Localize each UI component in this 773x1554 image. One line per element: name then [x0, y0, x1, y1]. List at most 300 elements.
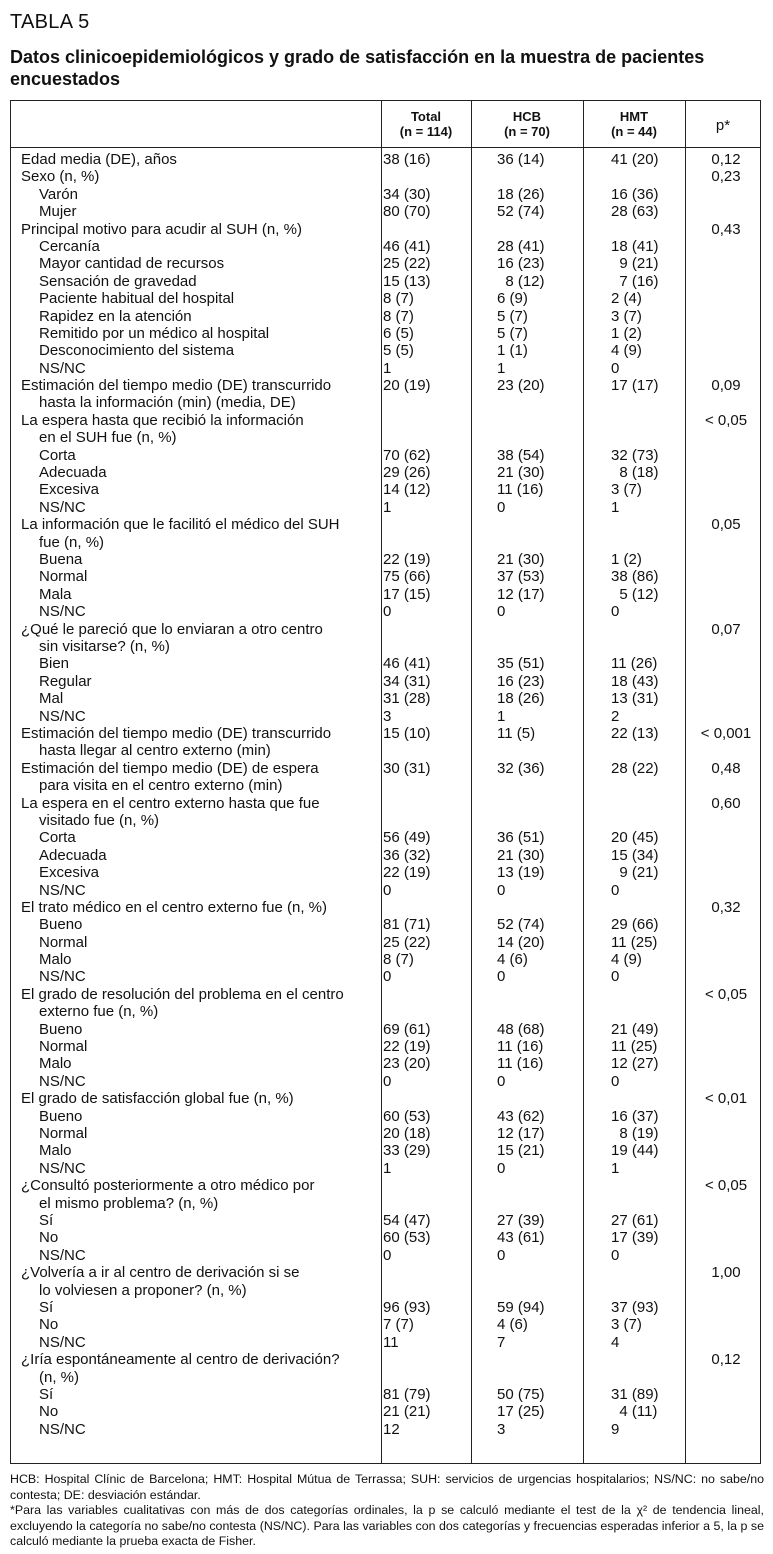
- cell-total: 30 (31): [383, 759, 431, 777]
- cell-total: 54 (47): [383, 1211, 431, 1229]
- row-label: [39, 1055, 394, 1072]
- cell-hmt: 9: [611, 1420, 620, 1438]
- row-label: [39, 829, 394, 846]
- table-row: [11, 186, 760, 203]
- table-row: [11, 899, 760, 916]
- cell-total: 70 (62): [383, 446, 431, 464]
- cell-hmt: 0: [611, 1072, 620, 1090]
- cell-hmt: 4: [611, 1333, 620, 1351]
- cell-hcb: 52 (74): [497, 916, 545, 934]
- header-hcb: [471, 109, 583, 139]
- table-row: [11, 864, 760, 881]
- cell-total: 1: [383, 498, 392, 516]
- table-row: [11, 655, 760, 672]
- cell-total: 1: [383, 1159, 392, 1177]
- cell-p-value: 0,09: [711, 377, 741, 395]
- row-label-line1: NS/NC: [39, 1420, 86, 1438]
- table-row: [11, 238, 760, 255]
- cell-p-value: 0,43: [711, 220, 741, 238]
- row-label-line2: visitado fue (n, %): [39, 811, 160, 829]
- row-label: [39, 499, 394, 516]
- table-row: [11, 1403, 760, 1420]
- cell-hmt: 7 (16): [611, 272, 659, 290]
- row-label: [39, 1386, 394, 1403]
- cell-hmt: 5 (12): [611, 585, 659, 603]
- cell-hmt: 4 (9): [611, 951, 642, 969]
- cell-hcb: 12 (17): [497, 585, 545, 603]
- row-label-line1: Bueno: [39, 916, 83, 934]
- row-label-line2: fue (n, %): [39, 533, 105, 551]
- cell-hcb: 21 (30): [497, 464, 545, 482]
- table-row: [11, 151, 760, 168]
- cell-hcb: 11 (16): [497, 1055, 544, 1073]
- table-row: [11, 1316, 760, 1333]
- cell-hcb: 3: [497, 1420, 506, 1438]
- cell-hmt: 1 (2): [611, 551, 642, 569]
- row-label-line1: Corta: [39, 829, 76, 847]
- cell-hmt: 2 (4): [611, 290, 642, 308]
- table-row: [11, 1125, 760, 1142]
- table-row: [11, 1073, 760, 1090]
- row-label-line1: Paciente habitual del hospital: [39, 290, 235, 308]
- row-label-line1: Principal motivo para acudir al SUH (n, %): [21, 220, 302, 238]
- table-row: [11, 168, 760, 185]
- cell-hmt: 38 (86): [611, 568, 659, 586]
- table-row: [11, 829, 760, 846]
- cell-p-value: 0,07: [711, 620, 741, 638]
- table-row: [11, 1247, 760, 1264]
- row-label-line2: sin visitarse? (n, %): [39, 638, 170, 655]
- row-label-line1: Malo: [39, 1055, 72, 1073]
- table-row: [11, 1160, 760, 1177]
- row-label-line1: NS/NC: [39, 1072, 86, 1090]
- table-row: [11, 516, 760, 551]
- row-label: [39, 1229, 394, 1246]
- row-label-line1: Normal: [39, 568, 88, 586]
- row-label-line1: Malo: [39, 951, 72, 969]
- row-label-line1: NS/NC: [39, 359, 86, 377]
- table-row: [11, 1299, 760, 1316]
- row-label-line1: NS/NC: [39, 1159, 86, 1177]
- row-label-line1: Excesiva: [39, 864, 100, 882]
- cell-hmt: 4 (11): [611, 1403, 658, 1421]
- cell-hcb: 15 (21): [497, 1142, 545, 1160]
- row-label-line1: Sí: [39, 1211, 54, 1229]
- row-label-line1: Mala: [39, 585, 72, 603]
- row-label-line1: Estimación del tiempo medio (DE) transcurrido: [21, 724, 332, 742]
- data-table: [10, 100, 761, 1464]
- table-row: [11, 1421, 760, 1438]
- cell-total: 23 (20): [383, 1055, 431, 1073]
- row-label: [39, 951, 394, 968]
- cell-total: 33 (29): [383, 1142, 431, 1160]
- cell-hcb: 0: [497, 1159, 506, 1177]
- cell-hcb: 43 (61): [497, 1229, 545, 1247]
- cell-hmt: 17 (39): [611, 1229, 659, 1247]
- row-label-line1: No: [39, 1229, 59, 1247]
- cell-total: 34 (31): [383, 672, 431, 690]
- row-label: [39, 1299, 394, 1316]
- row-label-line1: El trato médico en el centro externo fue (n, %): [21, 898, 327, 916]
- cell-hmt: 19 (44): [611, 1142, 659, 1160]
- table-row: [11, 951, 760, 968]
- table-row: [11, 725, 760, 760]
- row-label: [21, 516, 376, 551]
- row-label: [21, 986, 376, 1021]
- row-label-line2: hasta la información (min) (media, DE): [39, 394, 296, 412]
- row-label: [21, 1264, 376, 1299]
- row-label-line1: Bien: [39, 655, 70, 673]
- cell-hmt: 0: [611, 1246, 620, 1264]
- cell-total: 25 (22): [383, 255, 431, 273]
- row-label: [21, 725, 376, 760]
- table-row: [11, 1021, 760, 1038]
- row-label: [21, 151, 376, 168]
- table-row: [11, 342, 760, 359]
- cell-hcb: 14 (20): [497, 933, 545, 951]
- row-label-line1: Adecuada: [39, 846, 107, 864]
- row-label-line1: Sí: [39, 1298, 54, 1316]
- cell-hmt: 41 (20): [611, 151, 659, 168]
- row-label: [39, 290, 394, 307]
- table-row: [11, 603, 760, 620]
- cell-hmt: 11 (26): [611, 655, 658, 673]
- cell-total: 81 (79): [383, 1385, 431, 1403]
- cell-hmt: 21 (49): [611, 1020, 659, 1038]
- table-row: [11, 934, 760, 951]
- row-label-line1: Edad media (DE), años: [21, 151, 177, 168]
- cell-hmt: 20 (45): [611, 829, 659, 847]
- cell-p-value: < 0,01: [704, 1090, 748, 1108]
- table-row: [11, 586, 760, 603]
- table-body: [11, 151, 760, 1438]
- cell-hcb: 37 (53): [497, 568, 545, 586]
- row-label-line1: Estimación del tiempo medio (DE) de espera: [21, 759, 319, 777]
- cell-total: 8 (7): [383, 951, 414, 969]
- cell-hcb: 0: [497, 1246, 506, 1264]
- table-row: [11, 255, 760, 272]
- cell-total: 22 (19): [383, 864, 431, 882]
- cell-hmt: 3 (7): [611, 1316, 642, 1334]
- row-label-line1: ¿Consultó posteriormente a otro médico por: [21, 1177, 315, 1195]
- table-row: [11, 412, 760, 447]
- row-label-line1: Sensación de gravedad: [39, 272, 197, 290]
- cell-hmt: 9 (21): [611, 864, 659, 882]
- table-row: [11, 621, 760, 656]
- cell-hmt: 17 (17): [611, 377, 659, 395]
- table-row: [11, 986, 760, 1021]
- row-label: [21, 1090, 376, 1107]
- row-label-line2: en el SUH fue (n, %): [39, 429, 177, 447]
- cell-hmt: 3 (7): [611, 481, 642, 499]
- header-total: [381, 109, 471, 139]
- cell-p-value: < 0,001: [700, 724, 752, 742]
- row-label-line1: Regular: [39, 672, 92, 690]
- row-label-line1: Buena: [39, 551, 83, 569]
- cell-hmt: 31 (89): [611, 1385, 659, 1403]
- cell-total: 36 (32): [383, 846, 431, 864]
- row-label-line1: La información que le facilitó el médico del SUH: [21, 516, 340, 534]
- row-label-line1: ¿Qué le pareció que lo enviaran a otro centro: [21, 620, 323, 638]
- header-total-n: (n = 114): [399, 124, 453, 139]
- cell-hmt: 29 (66): [611, 916, 659, 934]
- table-row: [11, 847, 760, 864]
- cell-total: 31 (28): [383, 690, 431, 708]
- table-row: [11, 221, 760, 238]
- table-row: [11, 290, 760, 307]
- cell-hcb: 11 (16): [497, 1038, 544, 1056]
- cell-p-value: 0,48: [711, 759, 741, 777]
- row-label-line1: Excesiva: [39, 481, 100, 499]
- cell-hmt: 32 (73): [611, 446, 659, 464]
- table-row: [11, 1351, 760, 1386]
- cell-hcb: 32 (36): [497, 759, 545, 777]
- table-row: [11, 882, 760, 899]
- row-label: [21, 899, 376, 916]
- cell-total: 17 (15): [383, 585, 431, 603]
- cell-hmt: 0: [611, 603, 620, 621]
- cell-hcb: 21 (30): [497, 551, 545, 569]
- cell-total: 20 (18): [383, 1125, 431, 1142]
- cell-hcb: 4 (6): [497, 1316, 528, 1334]
- row-label-line1: Bueno: [39, 1020, 83, 1038]
- cell-hcb: 16 (23): [497, 255, 545, 273]
- table-label: TABLA 5: [10, 11, 90, 33]
- cell-hcb: 50 (75): [497, 1385, 545, 1403]
- row-label-line2: hasta llegar al centro externo (min): [39, 742, 271, 760]
- row-label-line2: lo volviesen a proponer? (n, %): [39, 1281, 247, 1299]
- table-row: [11, 1142, 760, 1159]
- row-label-line2: el mismo problema? (n, %): [39, 1194, 219, 1212]
- cell-total: 8 (7): [383, 307, 414, 325]
- cell-total: 15 (10): [383, 724, 431, 742]
- row-label-line1: Varón: [39, 185, 78, 203]
- row-label-line1: Bueno: [39, 1107, 83, 1125]
- cell-hmt: 28 (22): [611, 759, 659, 777]
- table-row: [11, 673, 760, 690]
- table-row: [11, 1055, 760, 1072]
- header-hmt-n: (n = 44): [611, 124, 657, 139]
- row-label: [39, 1212, 394, 1229]
- cell-hmt: 8 (19): [611, 1125, 659, 1142]
- cell-hmt: 8 (18): [611, 464, 659, 482]
- cell-hcb: 4 (6): [497, 951, 528, 969]
- row-label: [39, 1125, 394, 1142]
- header-p: p*: [715, 117, 731, 134]
- table-row: [11, 916, 760, 933]
- cell-total: 29 (26): [383, 464, 431, 482]
- cell-total: 6 (5): [383, 324, 414, 342]
- cell-p-value: 0,05: [711, 516, 741, 534]
- table-row: [11, 568, 760, 585]
- cell-hcb: 1: [497, 359, 506, 377]
- row-label: [39, 481, 394, 498]
- table-row: [11, 760, 760, 795]
- row-label-line1: NS/NC: [39, 1333, 86, 1351]
- row-label: [39, 882, 394, 899]
- cell-hcb: 59 (94): [497, 1298, 545, 1316]
- row-label: [39, 1021, 394, 1038]
- cell-p-value: 0,60: [711, 794, 741, 812]
- cell-hcb: 5 (7): [497, 307, 528, 325]
- row-label: [39, 934, 394, 951]
- cell-hcb: 13 (19): [497, 864, 545, 882]
- table-row: [11, 499, 760, 516]
- row-label: [39, 551, 394, 568]
- cell-total: 21 (21): [383, 1403, 431, 1421]
- cell-hmt: 3 (7): [611, 307, 642, 325]
- table-row: [11, 708, 760, 725]
- row-label-line1: ¿Volvería a ir al centro de derivación si se: [21, 1264, 300, 1282]
- cell-total: 0: [383, 1072, 392, 1090]
- cell-p-value: 0,32: [711, 898, 741, 916]
- row-label-line1: ¿Iría espontáneamente al centro de derivación?: [21, 1351, 340, 1369]
- row-label: [21, 621, 376, 656]
- row-label: [39, 273, 394, 290]
- cell-total: 60 (53): [383, 1229, 431, 1247]
- table-row: [11, 690, 760, 707]
- row-label: [39, 238, 394, 255]
- cell-hcb: 1 (1): [497, 342, 528, 360]
- row-label: [39, 203, 394, 220]
- table-row: [11, 447, 760, 464]
- cell-hmt: 13 (31): [611, 690, 659, 708]
- cell-total: 12: [383, 1420, 400, 1438]
- cell-total: 56 (49): [383, 829, 431, 847]
- row-label: [39, 1334, 394, 1351]
- row-label: [39, 655, 394, 672]
- row-label: [21, 412, 376, 447]
- cell-total: 75 (66): [383, 568, 431, 586]
- cell-hcb: 18 (26): [497, 185, 545, 203]
- cell-hcb: 0: [497, 968, 506, 986]
- cell-hcb: 17 (25): [497, 1403, 545, 1421]
- row-label: [39, 447, 394, 464]
- row-label-line1: Corta: [39, 446, 76, 464]
- row-label: [39, 864, 394, 881]
- cell-hmt: 0: [611, 359, 620, 377]
- cell-total: 69 (61): [383, 1020, 431, 1038]
- cell-total: 0: [383, 603, 392, 621]
- table-title: Datos clinicoepidemiológicos y grado de satisfacción en la muestra de pacientes encuestados: [10, 47, 705, 89]
- cell-hmt: 1: [611, 498, 620, 516]
- row-label-line1: Mujer: [39, 203, 77, 221]
- table-header: [11, 101, 760, 148]
- row-label: [39, 255, 394, 272]
- cell-hcb: 48 (68): [497, 1020, 545, 1038]
- row-label-line1: NS/NC: [39, 603, 86, 621]
- table-row: [11, 360, 760, 377]
- cell-hcb: 21 (30): [497, 846, 545, 864]
- cell-hmt: 1 (2): [611, 324, 642, 342]
- table-row: [11, 325, 760, 342]
- cell-p-value: 0,12: [711, 1351, 741, 1369]
- cell-hmt: 1: [611, 1159, 620, 1177]
- cell-hcb: 1: [497, 707, 506, 725]
- row-label-line1: Estimación del tiempo medio (DE) transcurrido: [21, 377, 332, 395]
- cell-hcb: 0: [497, 1072, 506, 1090]
- cell-total: 14 (12): [383, 481, 431, 499]
- cell-p-value: < 0,05: [704, 1177, 748, 1195]
- row-label: [21, 168, 376, 185]
- row-label: [39, 186, 394, 203]
- row-label-line1: Normal: [39, 933, 88, 951]
- header-hcb-label: HCB: [512, 109, 542, 124]
- cell-hmt: 9 (21): [611, 255, 659, 273]
- row-label: [39, 603, 394, 620]
- cell-total: 60 (53): [383, 1107, 431, 1125]
- table-row: [11, 464, 760, 481]
- table-row: [11, 1386, 760, 1403]
- cell-hmt: 37 (93): [611, 1298, 659, 1316]
- row-label: [21, 795, 376, 830]
- cell-p-value: < 0,05: [704, 411, 748, 429]
- cell-hmt: 16 (36): [611, 185, 659, 203]
- row-label-line2: (n, %): [39, 1368, 80, 1386]
- cell-hcb: 36 (14): [497, 151, 545, 168]
- cell-hmt: 0: [611, 881, 620, 899]
- row-label: [39, 360, 394, 377]
- row-label: [39, 1421, 394, 1438]
- cell-hcb: 16 (23): [497, 672, 545, 690]
- cell-hmt: 0: [611, 968, 620, 986]
- cell-hmt: 11 (25): [611, 1038, 658, 1056]
- table-row: [11, 1177, 760, 1212]
- cell-total: 3: [383, 707, 392, 725]
- cell-hcb: 5 (7): [497, 324, 528, 342]
- cell-total: 25 (22): [383, 933, 431, 951]
- table-row: [11, 1212, 760, 1229]
- cell-hmt: 22 (13): [611, 724, 659, 742]
- cell-hcb: 35 (51): [497, 655, 545, 673]
- cell-hcb: 7: [497, 1333, 506, 1351]
- header-total-label: Total: [410, 109, 442, 124]
- cell-hcb: 36 (51): [497, 829, 545, 847]
- row-label-line1: Adecuada: [39, 464, 107, 482]
- cell-hcb: 23 (20): [497, 377, 545, 395]
- cell-hcb: 18 (26): [497, 690, 545, 708]
- cell-total: 5 (5): [383, 342, 414, 360]
- cell-total: 80 (70): [383, 203, 431, 221]
- row-label-line1: NS/NC: [39, 707, 86, 725]
- cell-total: 38 (16): [383, 151, 431, 168]
- row-label-line1: Sexo (n, %): [21, 168, 100, 186]
- row-label-line1: NS/NC: [39, 968, 86, 986]
- table-row: [11, 1229, 760, 1246]
- table-row: [11, 308, 760, 325]
- table-row: [11, 551, 760, 568]
- row-label-line1: Malo: [39, 1142, 72, 1160]
- cell-hcb: 52 (74): [497, 203, 545, 221]
- cell-total: 81 (71): [383, 916, 431, 934]
- footnote-p-value: *Para las variables cualitativas con más de dos categorías ordinales, la p se calculó mediante el test de la χ² de tendencia lineal, excluyendo la categoría no sabe/no contesta (NS/NC). Para las variables con dos categorías y frecuencias esperadas inferior a 5, la p se calculó mediante la prueba exacta de Fisher.: [10, 1503, 764, 1548]
- table-row: [11, 273, 760, 290]
- cell-p-value: 0,23: [711, 168, 741, 186]
- cell-hmt: 18 (43): [611, 672, 659, 690]
- row-label: [39, 690, 394, 707]
- cell-hmt: 16 (37): [611, 1107, 659, 1125]
- cell-hcb: 0: [497, 881, 506, 899]
- cell-total: 0: [383, 1246, 392, 1264]
- row-label: [39, 1403, 394, 1420]
- cell-total: 8 (7): [383, 290, 414, 308]
- row-label-line1: Mal: [39, 690, 64, 708]
- row-label: [21, 221, 376, 238]
- row-label-line1: Normal: [39, 1038, 88, 1056]
- row-label-line1: Cercanía: [39, 237, 100, 255]
- row-label-line1: No: [39, 1316, 59, 1334]
- row-label: [39, 568, 394, 585]
